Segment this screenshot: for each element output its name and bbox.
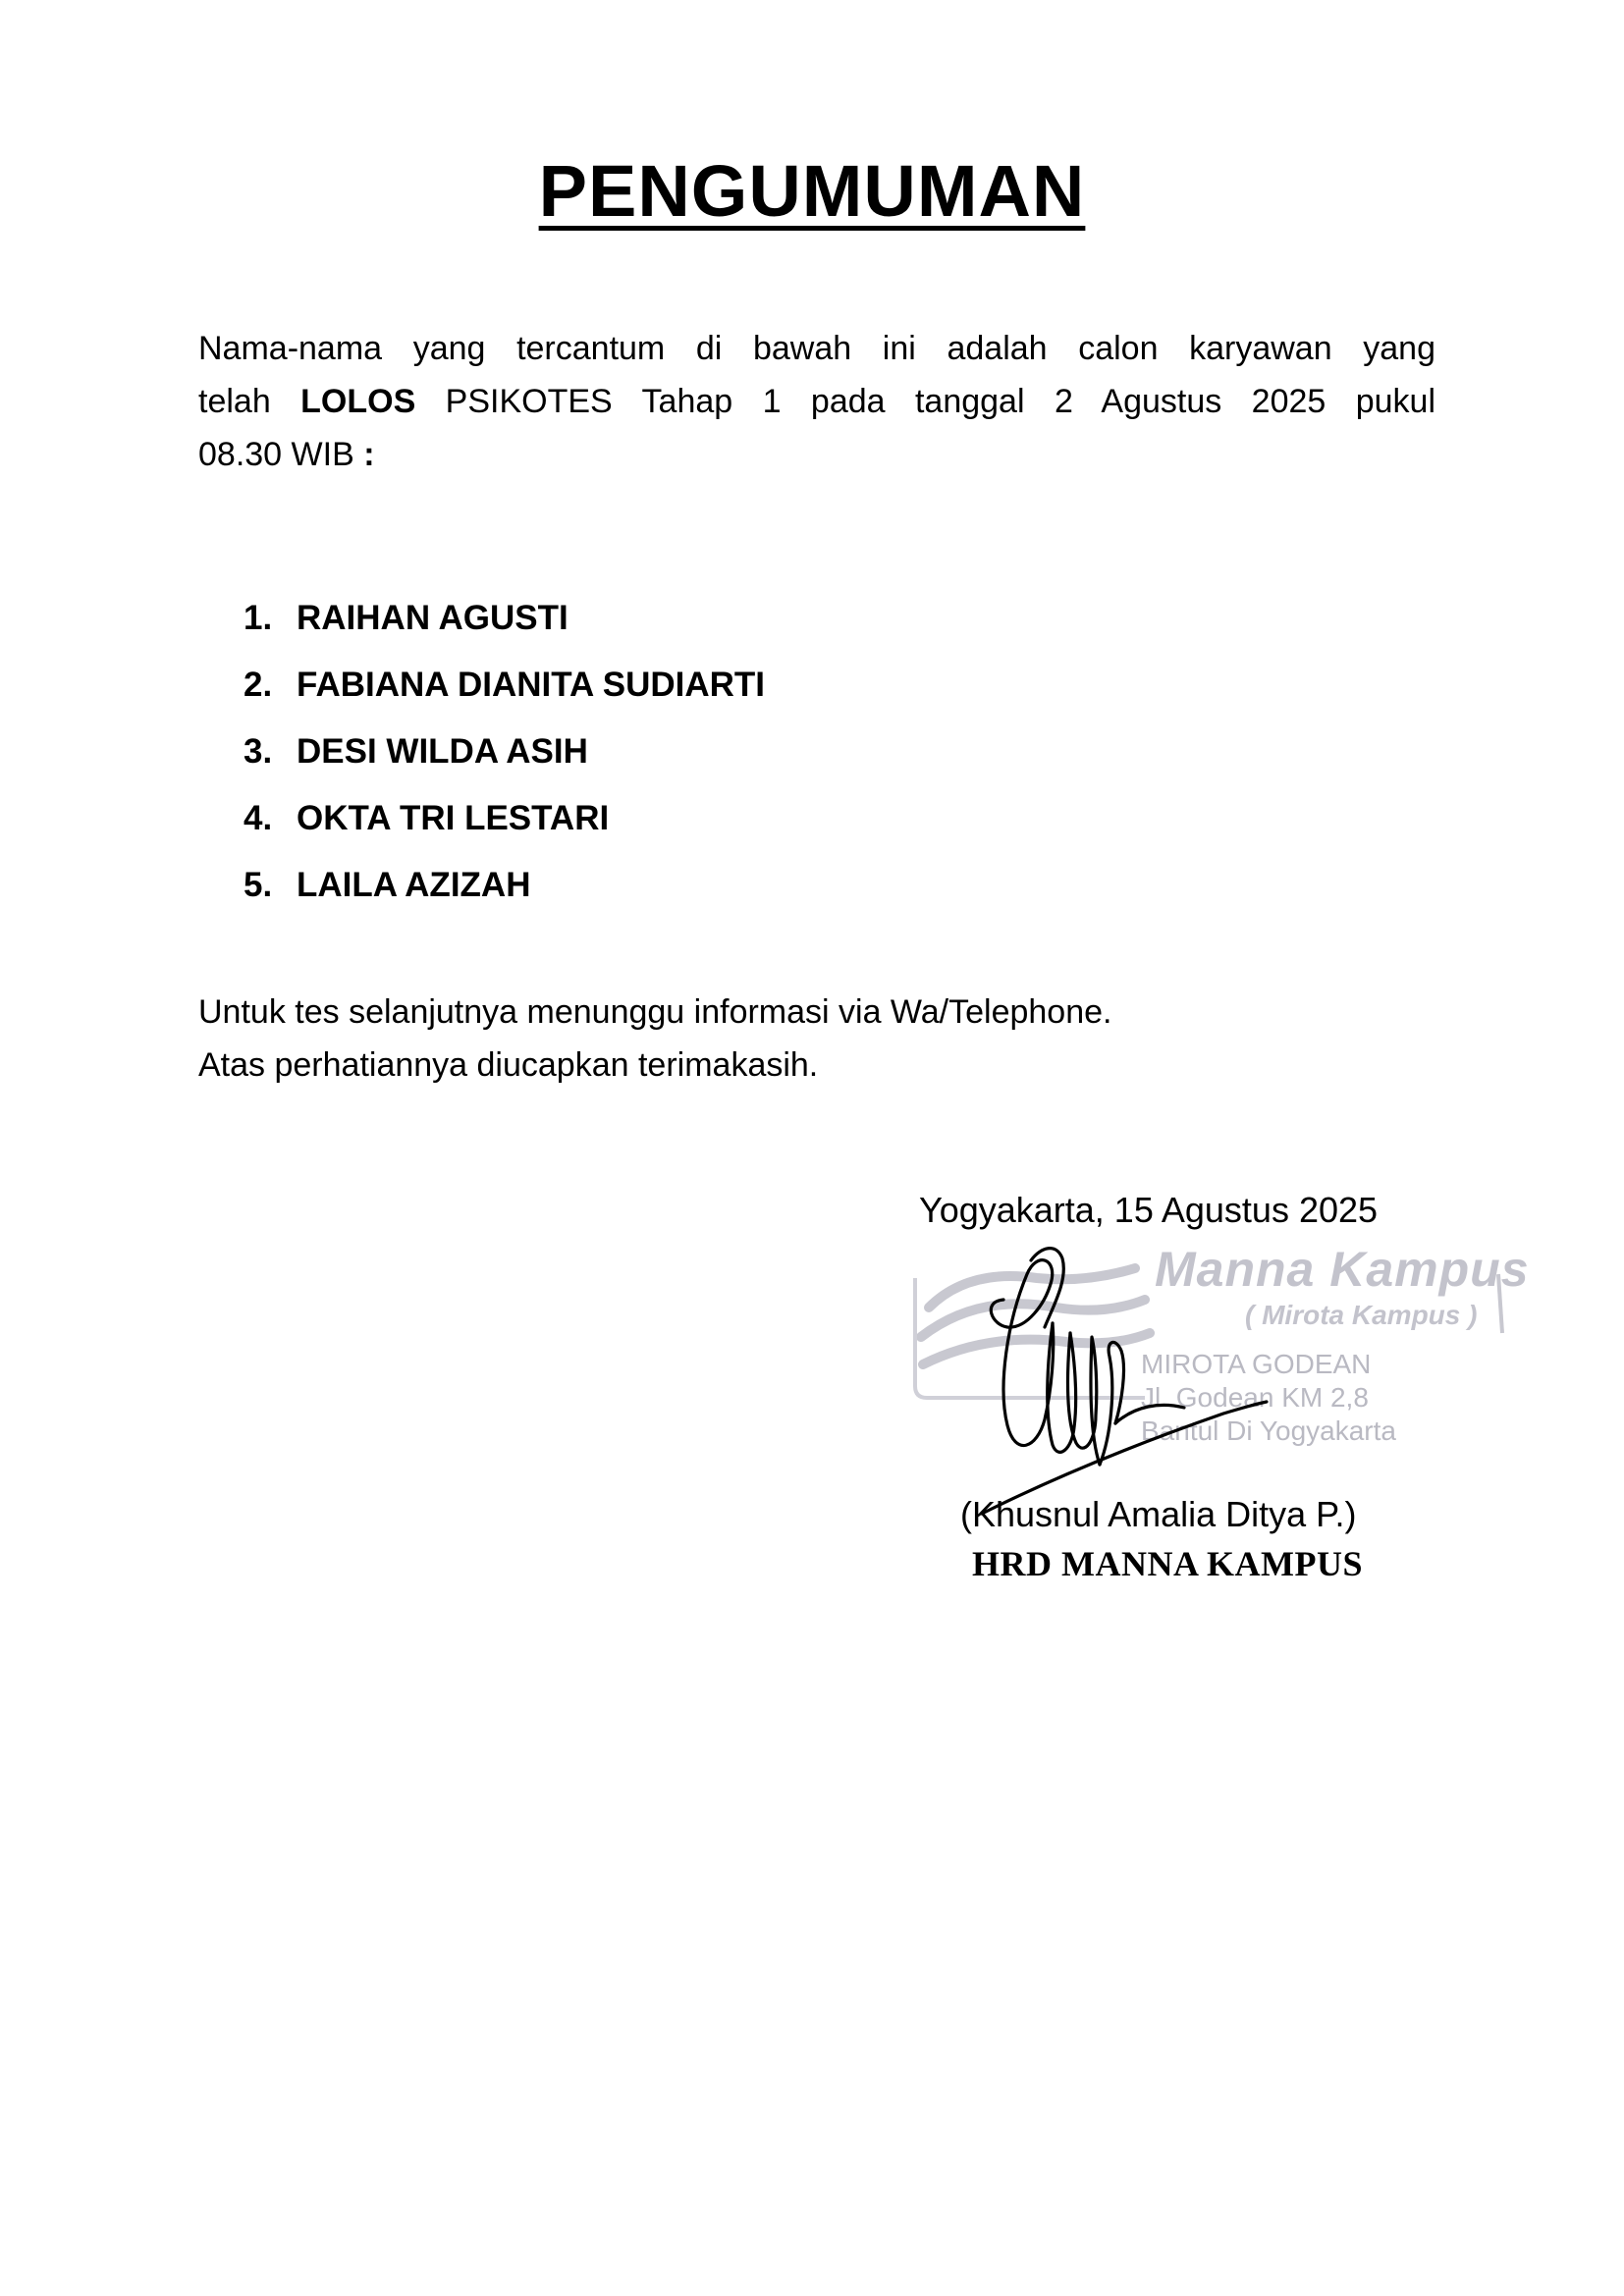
list-item: 1. RAIHAN AGUSTI bbox=[244, 599, 568, 637]
candidate-name: DESI WILDA ASIH bbox=[297, 732, 588, 771]
status-lolos: LOLOS bbox=[300, 383, 416, 420]
list-item: 2. FABIANA DIANITA SUDIARTI bbox=[244, 666, 766, 704]
list-item: 4. OKTA TRI LESTARI bbox=[244, 799, 610, 837]
list-item: 3. DESI WILDA ASIH bbox=[244, 732, 588, 771]
stamp-line-2: Jl. Godean KM 2,8 bbox=[1141, 1382, 1369, 1413]
list-item: 5. LAILA AZIZAH bbox=[244, 866, 531, 904]
stamp-line-3: Bantul Di Yogyakarta bbox=[1141, 1415, 1396, 1446]
signature-icon bbox=[943, 1239, 1296, 1533]
stamp-subtitle: ( Mirota Kampus ) bbox=[1245, 1300, 1478, 1330]
closing-paragraph bbox=[198, 986, 1111, 1092]
page-title: PENGUMUMAN bbox=[538, 150, 1086, 232]
candidate-name: FABIANA DIANITA SUDIARTI bbox=[297, 666, 766, 704]
stamp-line-1: MIROTA GODEAN bbox=[1141, 1349, 1372, 1379]
stamp-brand: Manna Kampus bbox=[1155, 1242, 1530, 1297]
place-date: Yogyakarta, 15 Agustus 2025 bbox=[919, 1190, 1379, 1230]
intro-line-3: 08.30 WIB : bbox=[198, 436, 375, 473]
signer-name: (Khusnul Amalia Ditya P.) bbox=[960, 1494, 1357, 1534]
intro-line-1: Nama-nama yang tercantum di bawah ini adalah calon karyawan yang bbox=[198, 330, 1435, 367]
signer-organization: HRD MANNA KAMPUS bbox=[972, 1544, 1363, 1583]
closing-line-2: Atas perhatiannya diucapkan terimakasih. bbox=[198, 1046, 819, 1084]
intro-paragraph bbox=[198, 322, 1435, 481]
closing-line-1: Untuk tes selanjutnya menunggu informasi via Wa/Telephone. bbox=[198, 993, 1112, 1031]
candidate-list bbox=[244, 585, 765, 919]
candidate-name: RAIHAN AGUSTI bbox=[297, 599, 568, 637]
candidate-name: OKTA TRI LESTARI bbox=[297, 799, 610, 837]
intro-line-2: telah LOLOS PSIKOTES Tahap 1 pada tanggal 2 Agustus 2025 pukul bbox=[198, 383, 1435, 420]
candidate-name: LAILA AZIZAH bbox=[297, 866, 531, 904]
